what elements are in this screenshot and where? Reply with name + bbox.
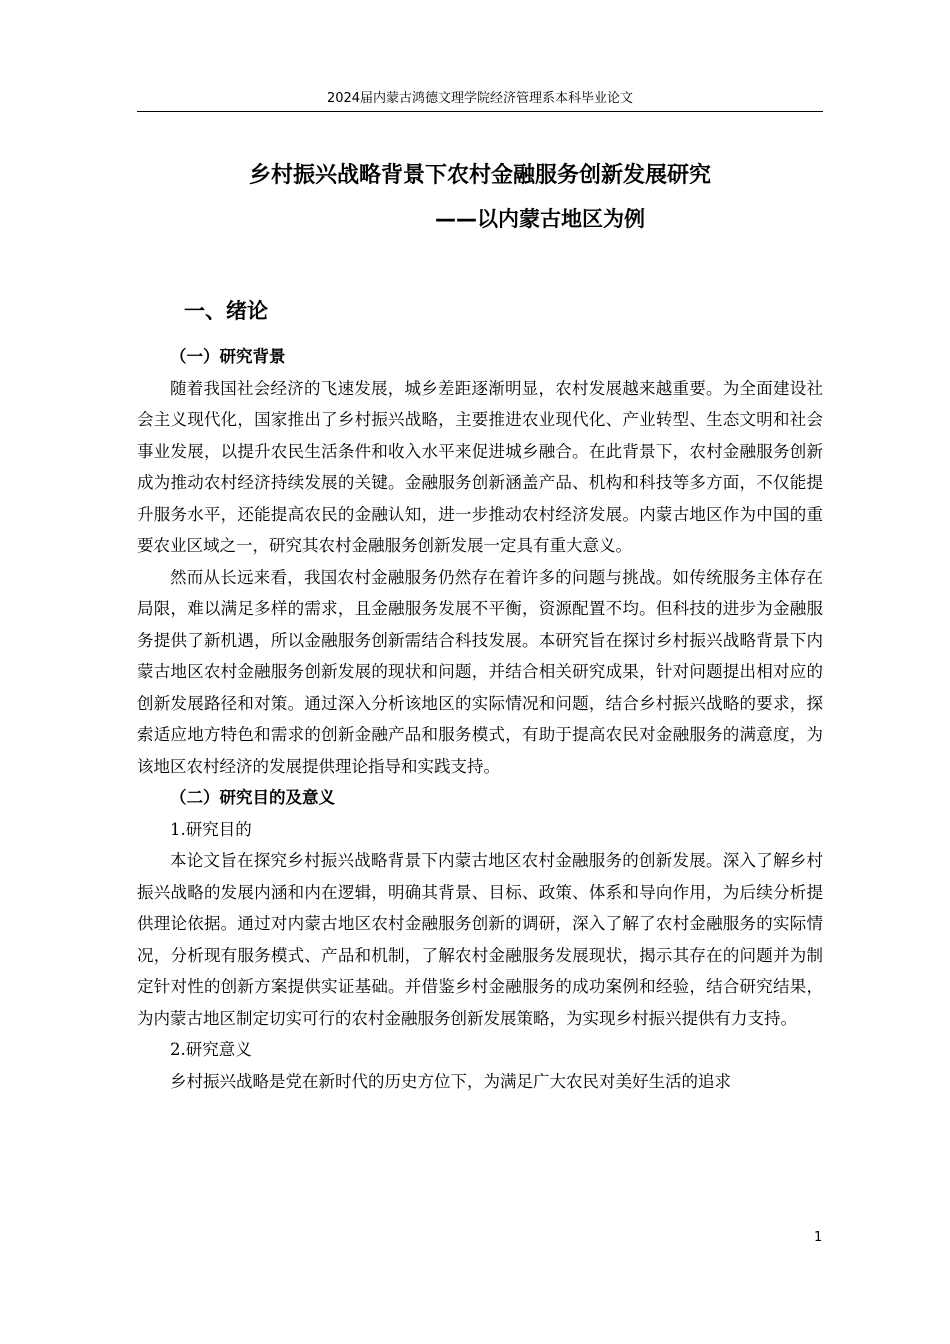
running-header: 2024届内蒙古鸿德文理学院经济管理系本科毕业论文 xyxy=(137,88,823,112)
section-heading-introduction: 一、绪论 xyxy=(184,299,268,323)
thesis-title: 乡村振兴战略背景下农村金融服务创新发展研究 xyxy=(248,163,711,188)
subsection-heading-background: （一）研究背景 xyxy=(170,347,286,366)
paragraph: 随着我国社会经济的飞速发展，城乡差距逐渐明显，农村发展越来越重要。为全面建设社会主义现代化，国家推出了乡村振兴战略，主要推进农业现代化、产业转型、生态文明和社会事业发展，以提升农民生活条件和收入水平来促进城乡融合。在此背景下，农村金融服务创新成为推动农村经济持续发展的关键。金融服务创新涵盖产品、机构和科技等多方面，不仅能提升服务水平，还能提高农民的金融认知，进一步推动农村经济发展。内蒙古地区作为中国的重要农业区域之一，研究其农村金融服务创新发展一定具有重大意义。 xyxy=(137,378,823,555)
page-number: 1 xyxy=(814,1230,823,1245)
paragraph: 乡村振兴战略是党在新时代的历史方位下，为满足广大农民对美好生活的追求 xyxy=(170,1071,731,1091)
subsection-heading-purpose-significance: （二）研究目的及意义 xyxy=(170,788,335,807)
paragraph: 然而从长远来看，我国农村金融服务仍然存在着许多的问题与挑战。如传统服务主体存在局限，难以满足多样的需求，且金融服务发展不平衡，资源配置不均。但科技的进步为金融服务提供了新机遇，所以金融服务创新需结合科技发展。本研究旨在探讨乡村振兴战略背景下内蒙古地区农村金融服务创新发展的现状和问题，并结合相关研究成果，针对问题提出相对应的创新发展路径和对策。通过深入分析该地区的实际情况和问题，结合乡村振兴战略的要求，探索适应地方特色和需求的创新金融产品和服务模式，有助于提高农民对金融服务的满意度，为该地区农村经济的发展提供理论指导和实践支持。 xyxy=(137,567,823,776)
item-heading-significance: 2.研究意义 xyxy=(170,1040,252,1059)
item-heading-purpose: 1.研究目的 xyxy=(170,819,252,839)
body-text xyxy=(137,341,823,1097)
thesis-subtitle: ——以内蒙古地区为例 xyxy=(435,207,645,231)
paragraph: 本论文旨在探究乡村振兴战略背景下内蒙古地区农村金融服务的创新发展。深入了解乡村振兴战略的发展内涵和内在逻辑，明确其背景、目标、政策、体系和导向作用，为后续分析提供理论依据。通过对内蒙古地区农村金融服务创新的调研，深入了解了农村金融服务的实际情况，分析现有服务模式、产品和机制，了解农村金融服务发展现状，揭示其存在的问题并为制定针对性的创新方案提供实证基础。并借鉴乡村金融服务的成功案例和经验，结合研究结果，为内蒙古地区制定切实可行的农村金融服务创新发展策略，为实现乡村振兴提供有力支持。 xyxy=(137,851,823,1028)
